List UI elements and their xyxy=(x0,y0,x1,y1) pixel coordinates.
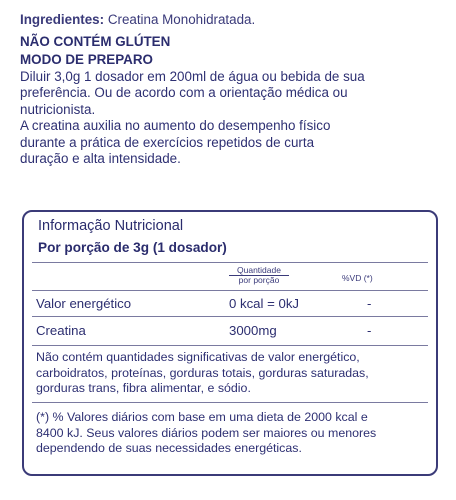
benefit-line: A creatina auxilia no aumento do desempenho físico xyxy=(20,118,331,133)
nutrient-name: Valor energético xyxy=(36,296,132,311)
nutrient-name: Creatina xyxy=(36,323,86,338)
ingredients-label: Ingredientes: xyxy=(20,12,105,27)
benefit-line: durante a prática de exercícios repetidos de curta xyxy=(20,134,315,150)
note-line: Não contém quantidades significativas de valor energético, xyxy=(36,350,360,364)
serving-size: Por porção de 3g (1 dosador) xyxy=(38,240,227,255)
nutrient-quantity: 0 kcal = 0kJ xyxy=(229,296,300,311)
quantity-header-line: por porção xyxy=(229,275,289,285)
quantity-header-line: Quantidade xyxy=(237,265,281,275)
preparation-line: nutricionista. xyxy=(20,101,96,117)
preparation-text xyxy=(20,69,450,119)
ingredients-value: Creatina Monohidratada. xyxy=(107,12,256,27)
note-line: carboidratos, proteínas, gorduras totais, gorduras saturadas, xyxy=(36,365,369,380)
footnote-line: 8400 kJ. Seus valores diários podem ser maiores ou menores xyxy=(36,425,377,440)
nutrition-table-title: Informação Nutricional xyxy=(38,218,184,234)
nutrition-facts-table xyxy=(22,210,438,476)
divider xyxy=(32,262,428,263)
ingredients-line xyxy=(20,12,450,29)
benefit-line: duração e alta intensidade. xyxy=(20,151,181,166)
benefit-text xyxy=(20,118,450,168)
preparation-line: preferência. Ou de acordo com a orientação médica ou xyxy=(20,85,348,100)
nutrient-daily-value: - xyxy=(367,323,372,338)
divider xyxy=(32,402,428,403)
footnote-line: (*) % Valores diários com base em uma dieta de 2000 kcal e xyxy=(36,410,368,424)
gluten-free-notice: NÃO CONTÉM GLÚTEN xyxy=(20,33,171,49)
label-text-block xyxy=(20,12,450,168)
divider xyxy=(32,316,428,317)
quantity-header xyxy=(229,266,289,285)
nutrient-daily-value: - xyxy=(367,296,372,311)
preparation-line: Diluir 3,0g 1 dosador em 200ml de água ou bebida de sua xyxy=(20,68,365,84)
footnote-line: dependendo de suas necessidades energéticas. xyxy=(36,441,302,455)
note-line: gorduras trans, fibra alimentar, e sódio. xyxy=(36,381,251,395)
daily-values-footnote xyxy=(36,410,431,457)
nutrient-quantity: 3000mg xyxy=(229,323,277,338)
divider xyxy=(32,345,428,346)
divider xyxy=(32,290,428,291)
insignificant-amounts-note xyxy=(36,350,431,397)
daily-value-header: %VD (*) xyxy=(342,273,373,283)
preparation-title: MODO DE PREPARO xyxy=(20,51,153,67)
